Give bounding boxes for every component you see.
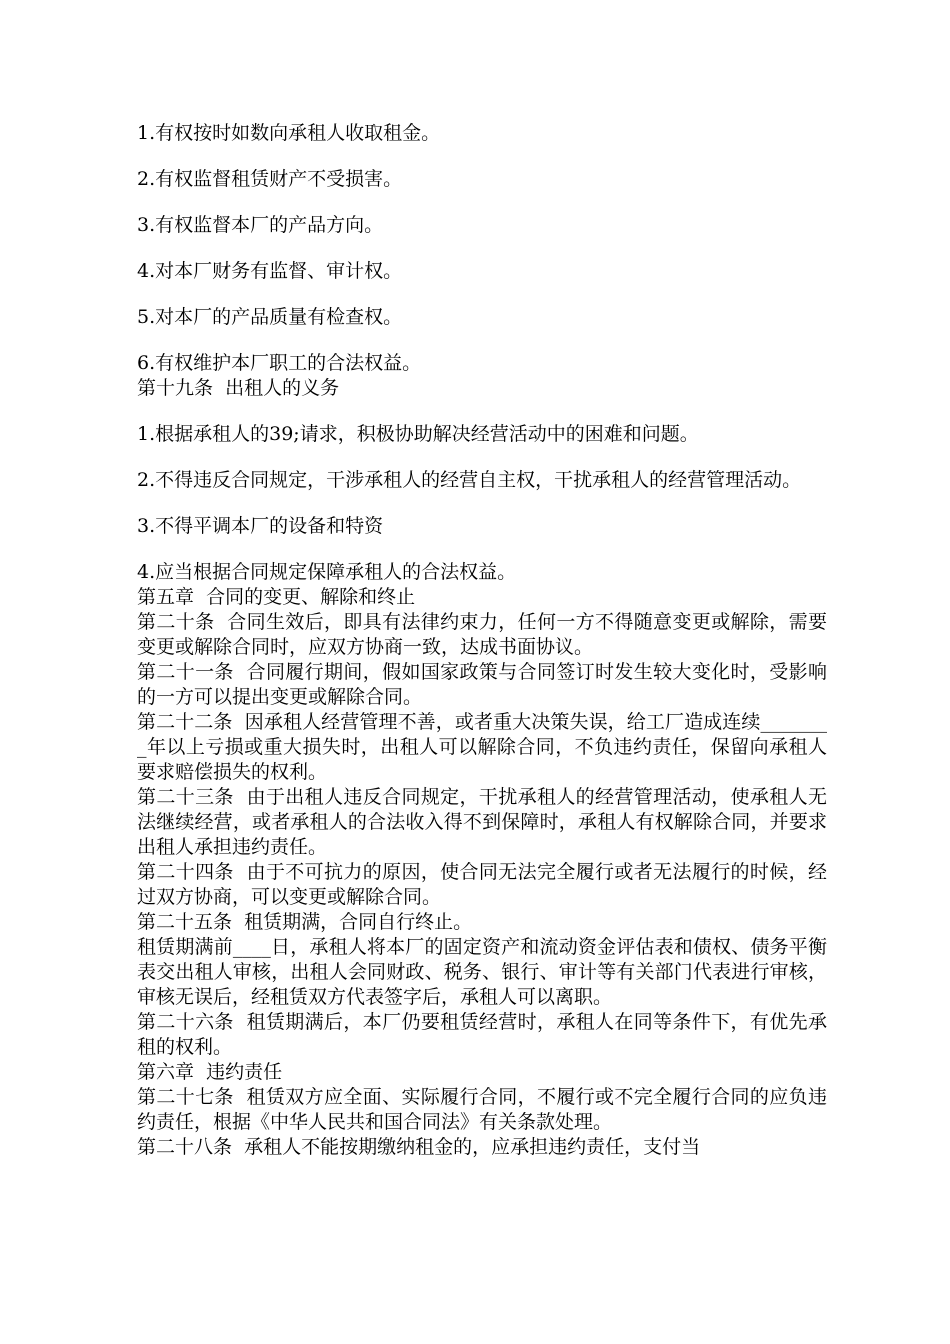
paragraph-right-2: 2.有权监督租赁财产不受损害。 bbox=[137, 168, 403, 190]
document-page bbox=[137, 121, 827, 1160]
paragraph-right-1: 1.有权按时如数向承租人收取租金。 bbox=[137, 122, 441, 144]
paragraph-duty-1: 1.根据承租人的39;请求，积极协助解决经营活动中的困难和问题。 bbox=[137, 423, 699, 445]
article-19-heading: 第十九条 出租人的义务 bbox=[137, 377, 340, 399]
chapter-6-heading: 第六章 违约责任 bbox=[137, 1061, 283, 1083]
paragraph-duty-2: 2.不得违反合同规定，干涉承租人的经营自主权，干扰承租人的经营管理活动。 bbox=[137, 469, 802, 491]
paragraph-right-4: 4.对本厂财务有监督、审计权。 bbox=[137, 260, 403, 282]
article-27: 第二十七条 租赁双方应全面、实际履行合同，不履行或不完全履行合同的应负违约责任，根据《中华人民共和国合同法》有关条款处理。 bbox=[137, 1086, 827, 1133]
paragraph-right-3: 3.有权监督本厂的产品方向。 bbox=[137, 214, 384, 236]
article-22: 第二十二条 因承租人经营管理不善，或者重大决策失误，给工厂造成连续________年以上亏损或重大损失时，出租人可以解除合同，不负违约责任，保留向承租人要求赔偿损失的权利。 bbox=[137, 711, 827, 783]
article-23: 第二十三条 由于出租人违反合同规定，干扰承租人的经营管理活动，使承租人无法继续经营，或者承租人的合法收入得不到保障时，承租人有权解除合同，并要求出租人承担违约责任。 bbox=[137, 786, 827, 858]
paragraph-right-6: 6.有权维护本厂职工的合法权益。 bbox=[137, 352, 422, 374]
article-24: 第二十四条 由于不可抗力的原因，使合同无法完全履行或者无法履行的时候，经过双方协商，可以变更或解除合同。 bbox=[137, 861, 827, 908]
article-21: 第二十一条 合同履行期间，假如国家政策与合同签订时发生较大变化时，受影响的一方可以提出变更或解除合同。 bbox=[137, 661, 827, 708]
paragraph-right-5: 5.对本厂的产品质量有检查权。 bbox=[137, 306, 403, 328]
paragraph-duty-3: 3.不得平调本厂的设备和特资 bbox=[137, 515, 384, 537]
article-26: 第二十六条 租赁期满后，本厂仍要租赁经营时，承租人在同等条件下，有优先承租的权利。 bbox=[137, 1011, 827, 1058]
article-20: 第二十条 合同生效后，即具有法律约束力，任何一方不得随意变更或解除，需要变更或解除合同时，应双方协商一致，达成书面协议。 bbox=[137, 611, 827, 658]
article-25-detail: 租赁期满前____日，承租人将本厂的固定资产和流动资金评估表和债权、债务平衡表交出租人审核，出租人会同财政、税务、银行、审计等有关部门代表进行审核，审核无误后，经租赁双方代表签字后，承租人可以离职。 bbox=[137, 936, 827, 1008]
chapter-5-heading: 第五章 合同的变更、解除和终止 bbox=[137, 586, 416, 608]
paragraph-duty-4: 4.应当根据合同规定保障承租人的合法权益。 bbox=[137, 561, 517, 583]
article-28: 第二十八条 承租人不能按期缴纳租金的，应承担违约责任，支付当 bbox=[137, 1136, 701, 1158]
article-25: 第二十五条 租赁期满，合同自行终止。 bbox=[137, 911, 473, 933]
